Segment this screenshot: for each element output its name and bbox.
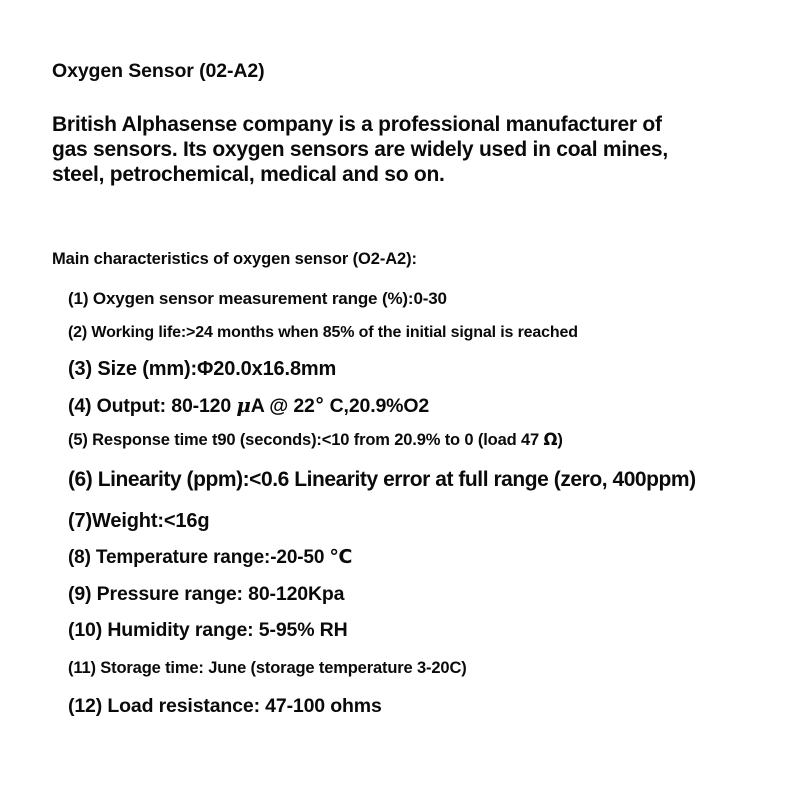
spec-item-load-resistance: (12) Load resistance: 47-100 ohms xyxy=(68,695,382,717)
page-title: Oxygen Sensor (02-A2) xyxy=(52,60,265,82)
spec-temperature-prefix: (8) Temperature range:-20-50 xyxy=(68,547,330,568)
spec-item-pressure-range: (9) Pressure range: 80-120Kpa xyxy=(68,583,345,605)
spec-item-storage-time: (11) Storage time: June (storage temperature 3-20C) xyxy=(68,659,467,677)
intro-paragraph xyxy=(52,112,692,187)
spec-item-measurement-range: (1) Oxygen sensor measurement range (%):0-30 xyxy=(68,289,447,308)
section-heading: Main characteristics of oxygen sensor (O2-A2): xyxy=(52,250,417,268)
spec-output-middle: A @ 22 xyxy=(250,395,315,417)
spec-item-size: (3) Size (mm):Φ20.0x16.8mm xyxy=(68,358,337,380)
micro-symbol-glyph: μ xyxy=(236,393,251,417)
celsius-symbol-glyph: ℃ xyxy=(329,546,353,568)
degree-symbol-glyph: ° xyxy=(314,394,325,417)
spec-item-humidity-range: (10) Humidity range: 5-95% RH xyxy=(68,619,348,641)
intro-line-3: steel, petrochemical, medical and so on. xyxy=(52,163,445,186)
spec-response-suffix: ) xyxy=(557,431,563,449)
spec-item-working-life: (2) Working life:>24 months when 85% of the initial signal is reached xyxy=(68,324,578,341)
intro-line-2: gas sensors. Its oxygen sensors are widely used in coal mines, xyxy=(52,138,668,161)
ohm-symbol-glyph: Ω xyxy=(543,430,558,449)
spec-item-linearity: (6) Linearity (ppm):<0.6 Linearity error at full range (zero, 400ppm) xyxy=(68,468,696,491)
spec-output-prefix: (4) Output: 80-120 xyxy=(68,395,237,417)
spec-response-prefix: (5) Response time t90 (seconds):<10 from 20.9% to 0 (load 47 xyxy=(68,431,544,449)
spec-item-output xyxy=(68,393,429,418)
spec-item-temperature-range xyxy=(68,546,352,569)
spec-item-response-time xyxy=(68,430,563,450)
spec-output-suffix: C,20.9%O2 xyxy=(324,395,430,417)
intro-line-1: British Alphasense company is a professional manufacturer of xyxy=(52,113,662,136)
spec-item-weight: (7)Weight:<16g xyxy=(68,510,210,532)
